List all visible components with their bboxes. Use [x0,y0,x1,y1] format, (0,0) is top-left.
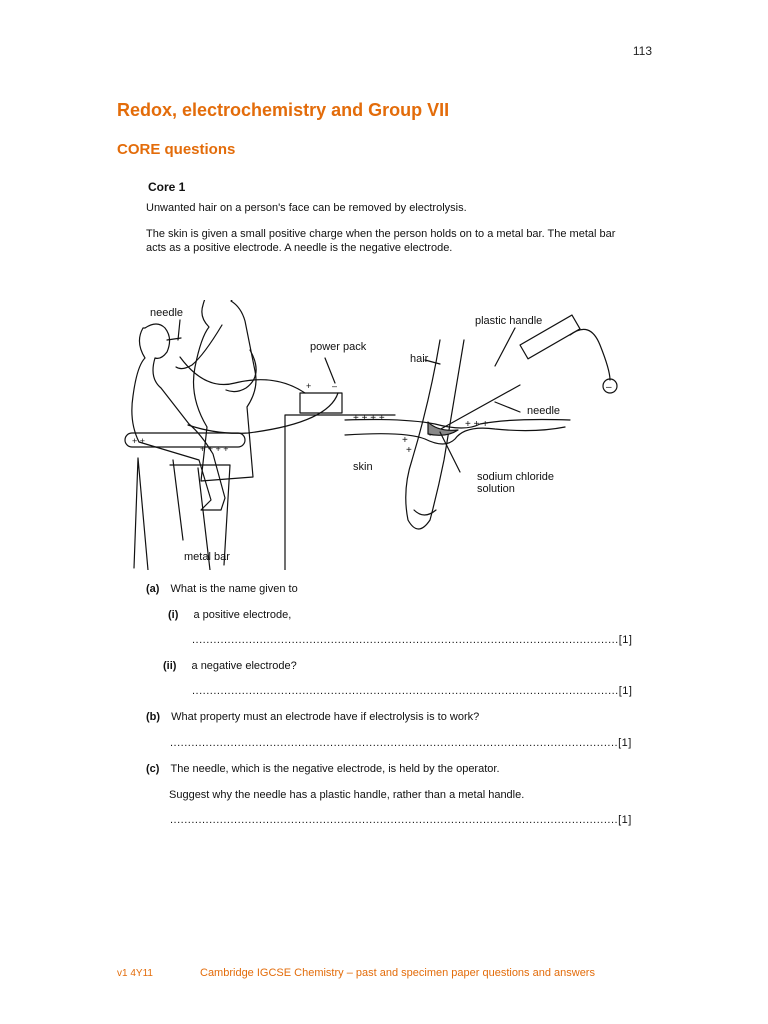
question-b-letter: (b) [146,711,161,723]
answer-line-b[interactable]: ..............................................................................................................................[1] [170,737,632,749]
question-a-text: What is the name given to [170,583,298,595]
intro-text: Unwanted hair on a person's face can be removed by electrolysis. [146,202,467,214]
question-a-ii [163,660,297,672]
power-pack-shape [300,393,342,413]
electrolysis-diagram [110,300,650,570]
label-sodium-chloride: sodium chloride [477,471,555,483]
question-b [146,711,479,723]
label-solution: solution [477,483,515,495]
setup-text: The skin is given a small positive charge when the person holds on to a metal bar. The metal bar acts as a positive electrode. A needle is the negative electrode. [146,228,616,254]
svg-text:–: – [606,382,612,393]
label-power-pack: power pack [310,341,367,353]
label-needle-right: needle [527,405,561,417]
answer-line-a-i[interactable]: ........................................................................................................................[1] [192,634,632,646]
question-a-ii-text: a negative electrode? [191,660,297,672]
label-skin: skin [353,461,373,473]
question-c [146,763,500,775]
svg-text:+: + [406,445,412,456]
label-hair: hair [410,353,429,365]
label-needle-left: needle [150,307,184,319]
page-title: Redox, electrochemistry and Group VII [117,100,450,120]
svg-text:+: + [306,381,312,391]
question-a [146,583,298,595]
answer-line-a-ii[interactable]: ........................................................................................................................[1] [192,685,632,697]
question-c-letter: (c) [146,763,160,775]
question-a-i-text: a positive electrode, [193,609,292,621]
page-number: 113 [632,44,652,58]
question-c-sub: Suggest why the needle has a plastic handle, rather than a metal handle. [169,789,525,801]
svg-text:+ + + +: + + + + [353,413,385,424]
question-a-i [168,609,291,621]
label-metal-bar: metal bar [184,551,230,563]
question-a-ii-letter: (ii) [163,660,177,672]
label-plastic-handle: plastic handle [475,315,543,327]
patient-figure [132,324,225,510]
svg-text:+: + [402,435,408,446]
svg-text:+ + +: + + + [465,419,489,430]
svg-text:+ +: + + [132,436,146,446]
footer-version: v1 4Y11 [117,968,153,979]
question-a-letter: (a) [146,583,160,595]
question-a-i-letter: (i) [168,609,179,621]
question-label: Core 1 [148,180,186,194]
svg-text:+ + + +: + + + + [200,444,229,454]
section-title: CORE questions [117,141,236,158]
question-c-text: The needle, which is the negative electrode, is held by the operator. [170,763,500,775]
question-b-text: What property must an electrode have if electrolysis is to work? [171,711,480,723]
answer-line-c[interactable]: ..............................................................................................................................[1] [170,814,632,826]
footer-title: Cambridge IGCSE Chemistry – past and specimen paper questions and answers [200,967,595,979]
svg-text:–: – [332,381,338,391]
